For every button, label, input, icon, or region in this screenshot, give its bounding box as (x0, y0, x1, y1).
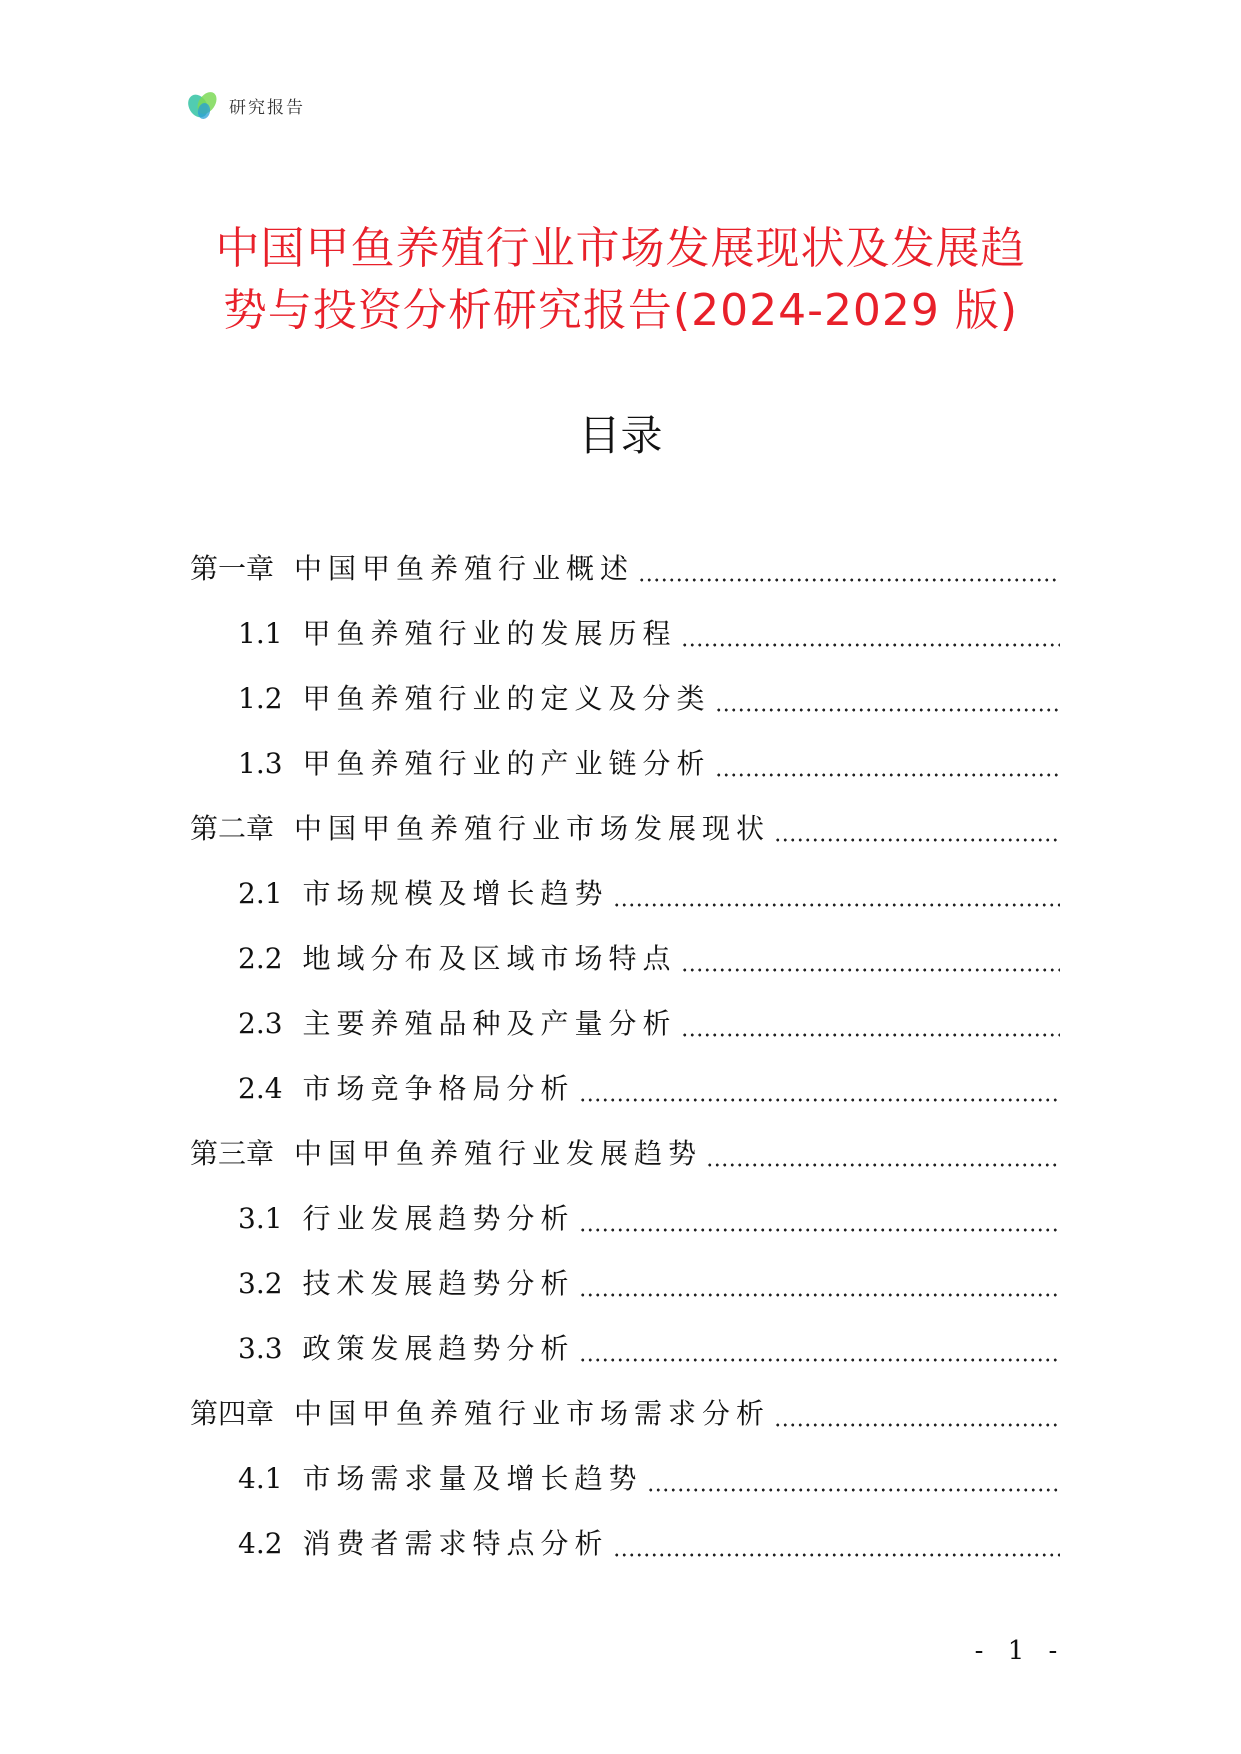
toc-entry-number: 第四章 (190, 1397, 275, 1430)
toc-section-entry[interactable] (190, 926, 1060, 991)
toc-entry-number: 3.1 (238, 1202, 283, 1235)
toc-entry-title: 消费者需求特点分析 (302, 1527, 609, 1560)
toc-entry-title: 甲鱼养殖行业的定义及分类 (302, 682, 711, 715)
toc-dot-leader (681, 1018, 1060, 1038)
toc-entry-title: 中国甲鱼养殖行业概述 (294, 552, 635, 585)
toc-entry-title: 行业发展趋势分析 (302, 1202, 575, 1235)
toc-chapter-entry[interactable] (190, 536, 1060, 601)
toc-entry-number: 4.1 (238, 1462, 283, 1495)
toc-section-entry[interactable] (190, 991, 1060, 1056)
toc-entry-title: 主要养殖品种及产量分析 (302, 1007, 677, 1040)
toc-entry-number: 2.1 (238, 877, 283, 910)
toc-section-entry[interactable] (190, 731, 1060, 796)
toc-dot-leader (579, 1343, 1060, 1363)
toc-entry-number: 2.2 (238, 942, 283, 975)
report-title-line-2: 势与投资分析研究报告(2024-2029 版) (222, 285, 1019, 336)
toc-entry-number: 3.2 (238, 1267, 283, 1300)
toc-dot-leader (647, 1473, 1060, 1493)
toc-entry-number: 2.3 (238, 1007, 283, 1040)
toc-section-entry[interactable] (190, 1251, 1060, 1316)
toc-dot-leader (613, 888, 1060, 908)
table-of-contents (190, 536, 1060, 1576)
toc-chapter-entry[interactable] (190, 1381, 1060, 1446)
toc-entry-title: 中国甲鱼养殖行业发展趋势 (294, 1137, 703, 1170)
toc-entry-title: 市场规模及增长趋势 (302, 877, 609, 910)
toc-section-entry[interactable] (190, 666, 1060, 731)
toc-entry-number: 3.3 (238, 1332, 283, 1365)
toc-entry-number: 1.3 (238, 747, 283, 780)
toc-entry-number: 1.2 (238, 682, 283, 715)
toc-entry-number: 2.4 (238, 1072, 283, 1105)
toc-section-entry[interactable] (190, 1316, 1060, 1381)
toc-dot-leader (579, 1278, 1060, 1298)
toc-dot-leader (774, 1408, 1060, 1428)
toc-entry-title: 中国甲鱼养殖行业市场发展现状 (294, 812, 771, 845)
toc-dot-leader (681, 953, 1060, 973)
toc-dot-leader (715, 758, 1060, 778)
toc-heading: 目录 (578, 411, 663, 460)
toc-dot-leader (638, 563, 1060, 583)
toc-dot-leader (681, 628, 1060, 648)
toc-dot-leader (613, 1538, 1060, 1558)
toc-entry-title: 中国甲鱼养殖行业市场需求分析 (294, 1397, 771, 1430)
toc-entry-title: 政策发展趋势分析 (302, 1332, 575, 1365)
toc-section-entry[interactable] (190, 601, 1060, 666)
toc-entry-title: 地域分布及区域市场特点 (302, 942, 677, 975)
toc-section-entry[interactable] (190, 1511, 1060, 1576)
report-title (160, 218, 1081, 342)
toc-chapter-entry[interactable] (190, 796, 1060, 861)
toc-entry-title: 市场需求量及增长趋势 (302, 1462, 643, 1495)
toc-section-entry[interactable] (190, 1056, 1060, 1121)
header-label: 研究报告 (229, 97, 305, 118)
toc-entry-title: 甲鱼养殖行业的发展历程 (302, 617, 677, 650)
toc-dot-leader (715, 693, 1060, 713)
toc-dot-leader (706, 1148, 1060, 1168)
toc-dot-leader (774, 823, 1060, 843)
page-number: - 1 - (974, 1636, 1066, 1666)
toc-dot-leader (579, 1213, 1060, 1233)
toc-entry-title: 技术发展趋势分析 (302, 1267, 575, 1300)
report-title-line-1: 中国甲鱼养殖行业市场发展现状及发展趋 (215, 223, 1026, 274)
leaf-logo-icon (187, 89, 219, 121)
toc-entry-title: 甲鱼养殖行业的产业链分析 (302, 747, 711, 780)
toc-dot-leader (579, 1083, 1060, 1103)
toc-entry-number: 第二章 (190, 812, 275, 845)
toc-entry-number: 第一章 (190, 552, 275, 585)
toc-section-entry[interactable] (190, 861, 1060, 926)
toc-entry-number: 第三章 (190, 1137, 275, 1170)
toc-entry-number: 1.1 (238, 617, 283, 650)
toc-entry-title: 市场竞争格局分析 (302, 1072, 575, 1105)
toc-chapter-entry[interactable] (190, 1121, 1060, 1186)
toc-section-entry[interactable] (190, 1446, 1060, 1511)
page-header (187, 88, 305, 122)
toc-entry-number: 4.2 (238, 1527, 283, 1560)
toc-section-entry[interactable] (190, 1186, 1060, 1251)
